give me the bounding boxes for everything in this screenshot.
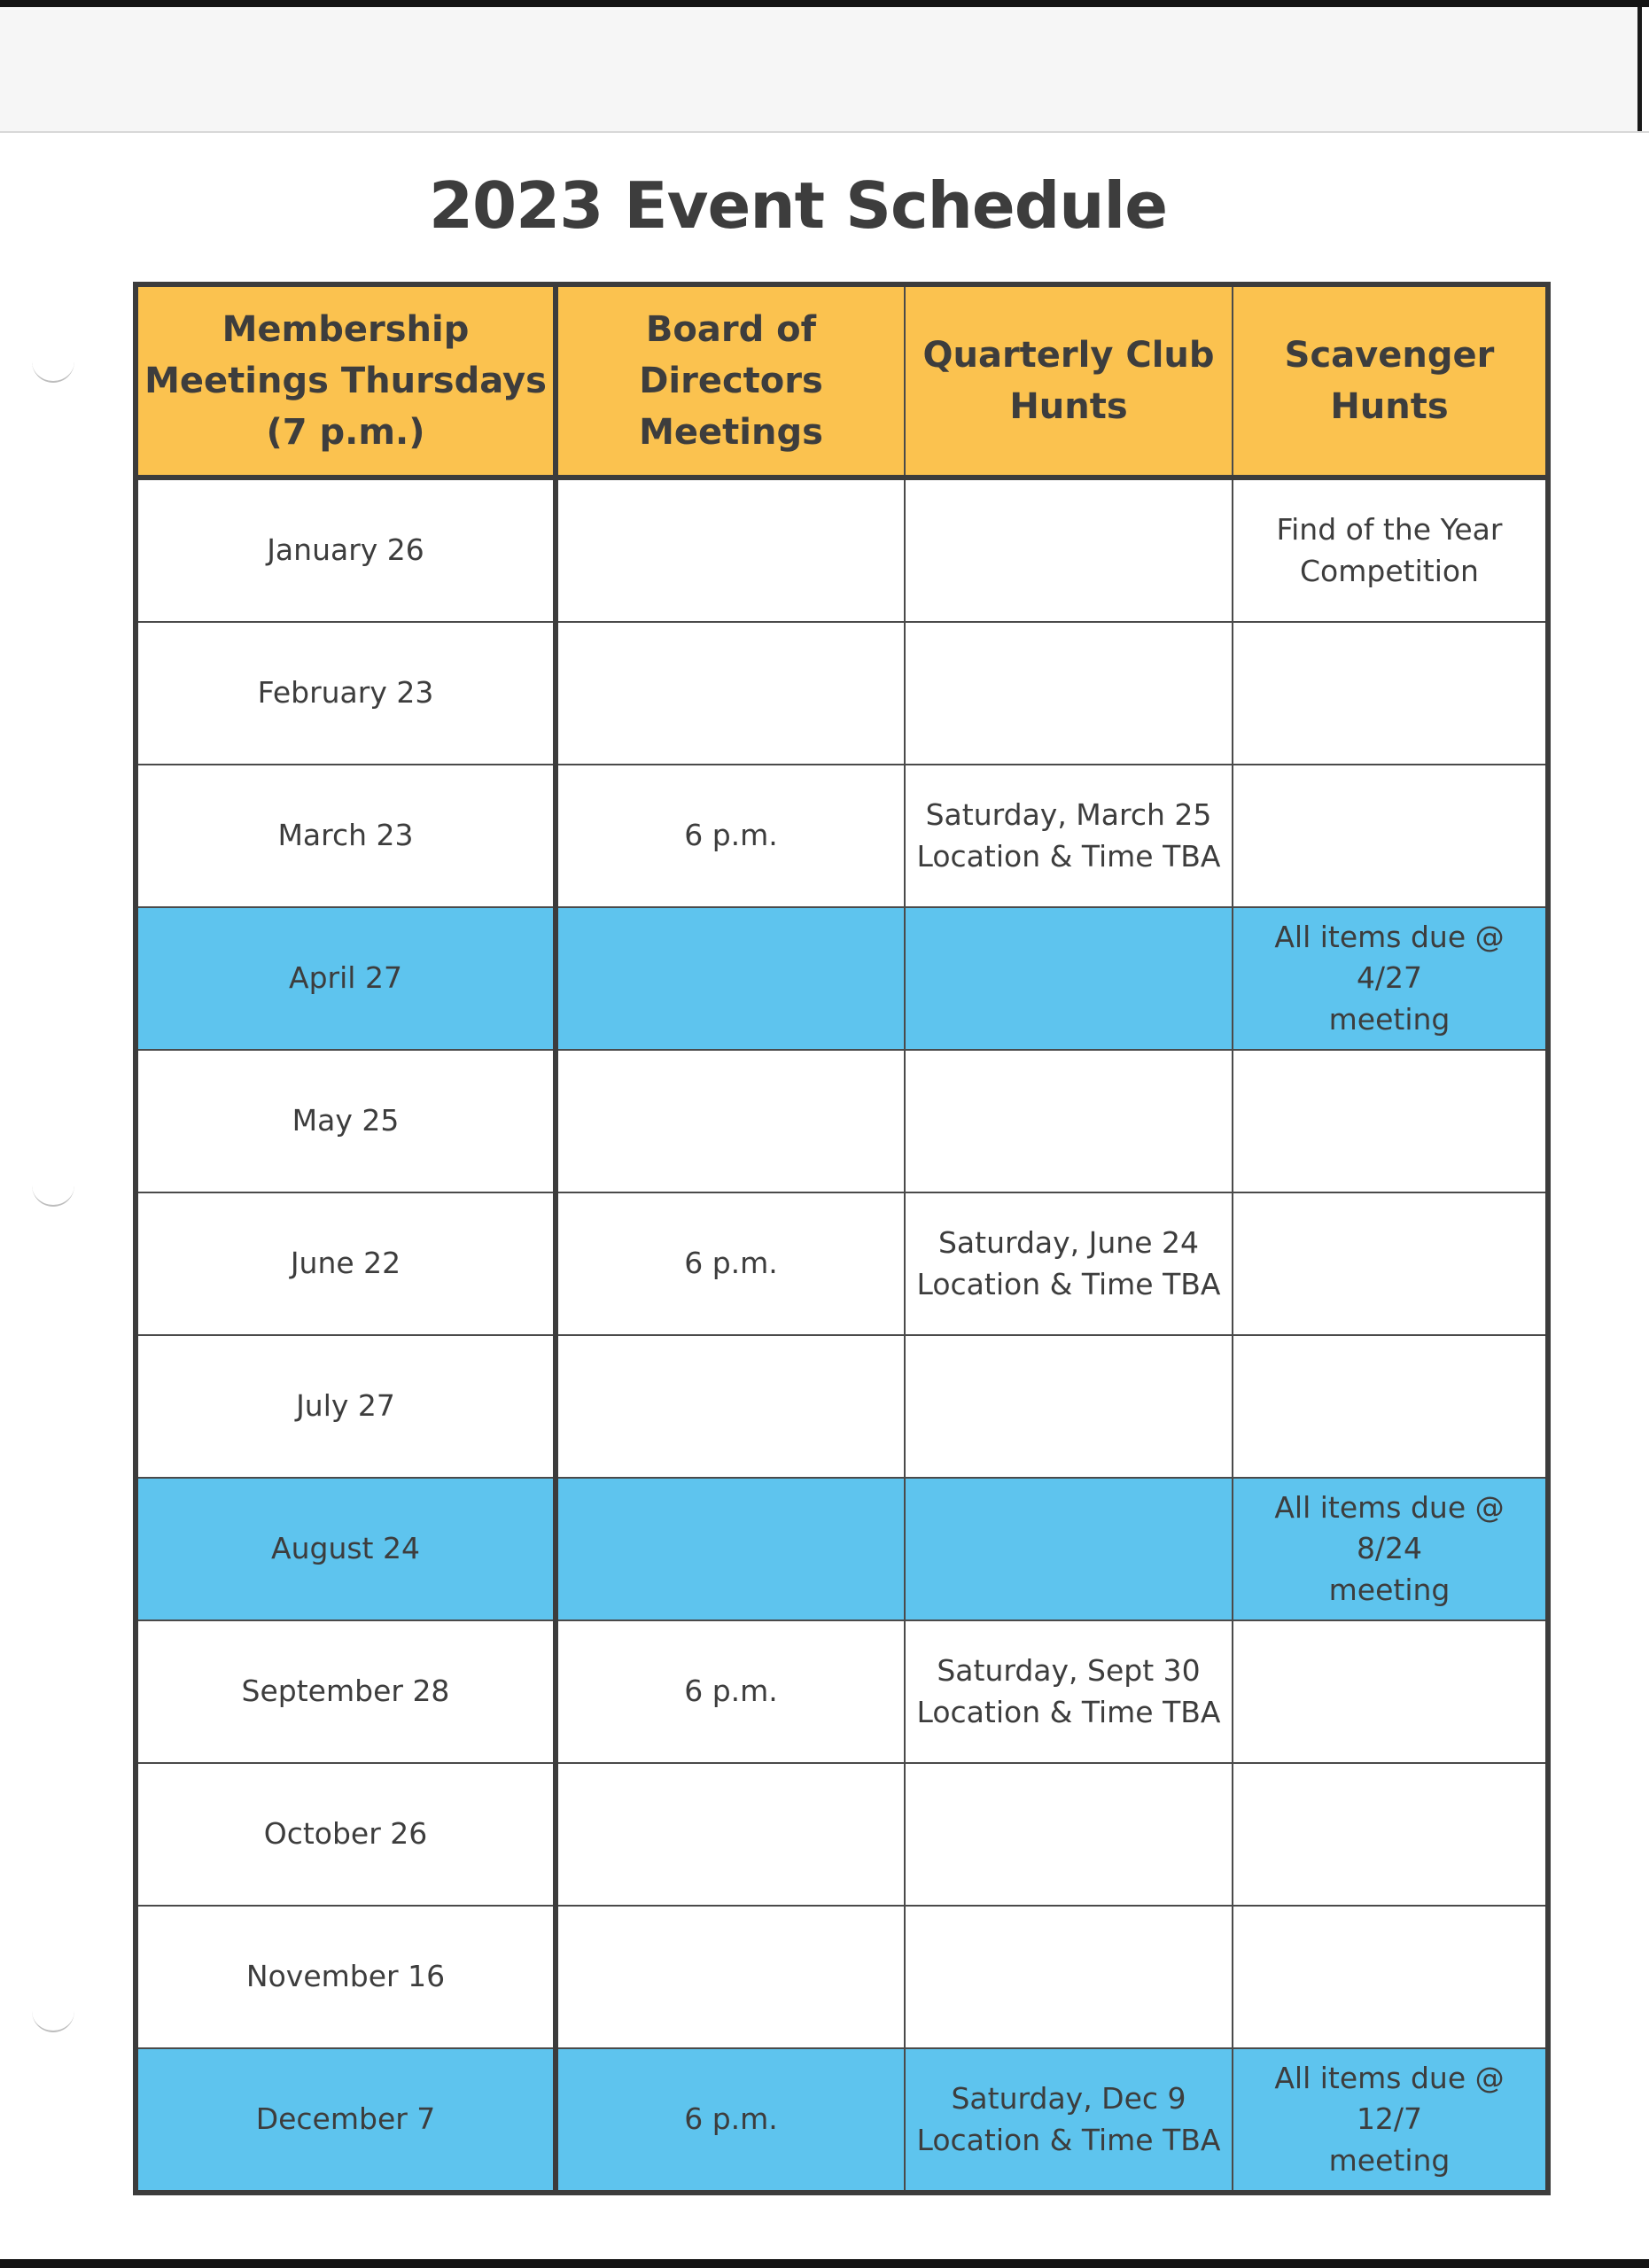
quarterly-hunt-cell (905, 1192, 1233, 1335)
cell-line: Location & Time TBA (916, 838, 1221, 874)
scavenger-hunt-cell (1233, 1906, 1548, 2048)
membership-date-cell: September 28 (136, 1620, 556, 1763)
board-meeting-cell (556, 478, 905, 622)
quarterly-hunt-cell (905, 765, 1233, 907)
table-row (136, 1620, 1548, 1763)
membership-date-cell: April 27 (136, 907, 556, 1050)
membership-date-cell: February 23 (136, 622, 556, 765)
header-line: Quarterly Club (922, 335, 1215, 376)
header-line: Hunts (1009, 386, 1128, 427)
cell-line: meeting (1328, 2142, 1451, 2178)
membership-date-cell: March 23 (136, 765, 556, 907)
membership-date-cell: July 27 (136, 1335, 556, 1478)
table-row (136, 907, 1548, 1050)
quarterly-hunt-cell (905, 907, 1233, 1050)
scavenger-hunt-cell (1233, 2048, 1548, 2193)
quarterly-hunt-cell (905, 2048, 1233, 2193)
scan-top-border (0, 0, 1649, 7)
board-meeting-cell (556, 1335, 905, 1478)
quarterly-hunt-cell (905, 1620, 1233, 1763)
table-row (136, 1478, 1548, 1620)
quarterly-hunt-cell (905, 478, 1233, 622)
table-row (136, 2048, 1548, 2193)
quarterly-hunt-cell (905, 1050, 1233, 1192)
scan-back-sheet (0, 7, 1642, 133)
board-meeting-cell: 6 p.m. (556, 1620, 905, 1763)
cell-line: All items due @ 4/27 (1274, 920, 1505, 996)
quarterly-hunt-cell (905, 1763, 1233, 1906)
board-meeting-cell (556, 907, 905, 1050)
cell-line: meeting (1328, 1001, 1451, 1037)
table-row (136, 478, 1548, 622)
table-row (136, 1335, 1548, 1478)
header-line: Meetings (639, 412, 823, 453)
membership-date-cell: January 26 (136, 478, 556, 622)
scavenger-hunt-cell (1233, 622, 1548, 765)
membership-date-cell: November 16 (136, 1906, 556, 2048)
board-meeting-cell: 6 p.m. (556, 1192, 905, 1335)
cell-line: All items due @ 12/7 (1274, 2061, 1505, 2137)
scavenger-hunt-cell (1233, 765, 1548, 907)
membership-date-cell: June 22 (136, 1192, 556, 1335)
header-line: Membership (222, 309, 470, 350)
board-meeting-cell (556, 622, 905, 765)
cell-line: Saturday, June 24 (937, 1225, 1200, 1261)
board-meeting-cell (556, 1763, 905, 1906)
header-membership-meetings (136, 284, 556, 478)
board-meeting-cell (556, 1906, 905, 2048)
cell-line: All items due @ 8/24 (1274, 1490, 1505, 1566)
header-line: (7 p.m.) (266, 412, 425, 453)
table-row (136, 1763, 1548, 1906)
membership-date-cell: August 24 (136, 1478, 556, 1620)
header-scavenger-hunts (1233, 284, 1548, 478)
cell-line: Saturday, March 25 (925, 797, 1212, 833)
cell-line: meeting (1328, 1572, 1451, 1607)
scavenger-hunt-cell (1233, 1050, 1548, 1192)
scavenger-hunt-cell (1233, 1620, 1548, 1763)
cell-line: Location & Time TBA (916, 1694, 1221, 1729)
board-meeting-cell: 6 p.m. (556, 765, 905, 907)
header-board-meetings (556, 284, 905, 478)
table-row (136, 1050, 1548, 1192)
cell-line: Saturday, Dec 9 (951, 2081, 1186, 2117)
cell-line: Competition (1300, 553, 1479, 588)
header-quarterly-hunts (905, 284, 1233, 478)
quarterly-hunt-cell (905, 1478, 1233, 1620)
header-line: Hunts (1330, 386, 1449, 427)
cell-line: Find of the Year (1276, 512, 1503, 548)
cell-line: Saturday, Sept 30 (937, 1653, 1201, 1689)
cell-line: Location & Time TBA (916, 1266, 1221, 1301)
header-line: Board of Directors (639, 309, 823, 401)
scavenger-hunt-cell (1233, 1478, 1548, 1620)
board-meeting-cell: 6 p.m. (556, 2048, 905, 2193)
header-line: Scavenger (1284, 335, 1495, 376)
board-meeting-cell (556, 1050, 905, 1192)
quarterly-hunt-cell (905, 1906, 1233, 2048)
page-title: 2023 Event Schedule (428, 168, 1168, 243)
table-row (136, 1192, 1548, 1335)
event-schedule-table (133, 282, 1551, 2195)
scan-bottom-border (0, 2259, 1649, 2268)
quarterly-hunt-cell (905, 1335, 1233, 1478)
membership-date-cell: December 7 (136, 2048, 556, 2193)
scavenger-hunt-cell (1233, 1335, 1548, 1478)
cell-line: Location & Time TBA (916, 2122, 1221, 2157)
scavenger-hunt-cell (1233, 478, 1548, 622)
table-row (136, 1906, 1548, 2048)
header-line: Meetings Thursdays (144, 361, 547, 401)
table-row (136, 622, 1548, 765)
scavenger-hunt-cell (1233, 1763, 1548, 1906)
quarterly-hunt-cell (905, 622, 1233, 765)
scavenger-hunt-cell (1233, 907, 1548, 1050)
membership-date-cell: October 26 (136, 1763, 556, 1906)
board-meeting-cell (556, 1478, 905, 1620)
table-header-row (136, 284, 1548, 478)
table-row (136, 765, 1548, 907)
membership-date-cell: May 25 (136, 1050, 556, 1192)
scavenger-hunt-cell (1233, 1192, 1548, 1335)
